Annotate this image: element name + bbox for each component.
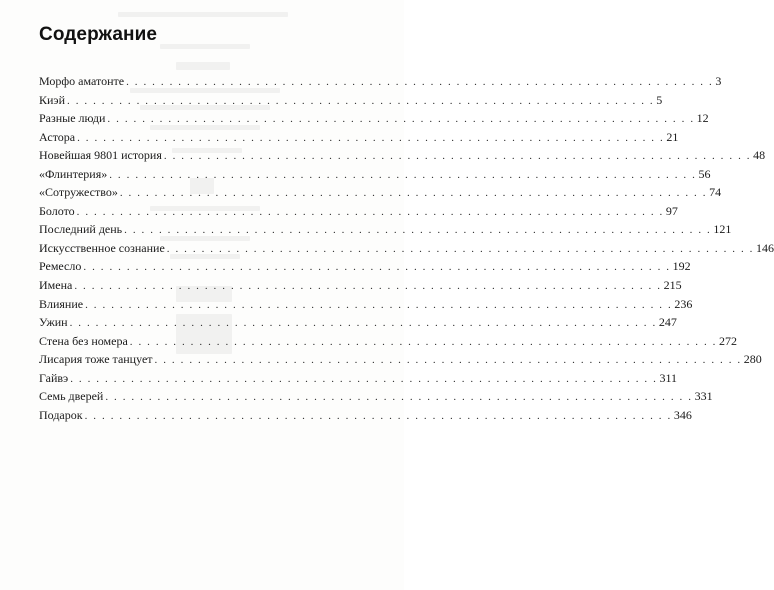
toc-entry-title: Морфо аматонте <box>39 74 125 88</box>
toc-entry <box>39 183 722 202</box>
toc-entry-title: Ужин <box>39 315 68 330</box>
dot-leader: . . . . . . . . . . . . . . . . . . . . . . . . . . . . . . . . . . . . . . . . . . . . . . . . . . . . . . . . . . . . . . . . . . . . <box>129 335 718 348</box>
toc-entry-page-number: 311 <box>659 370 678 385</box>
toc-entry-page-number: 48 <box>753 148 766 163</box>
dot-leader: . . . . . . . . . . . . . . . . . . . . . . . . . . . . . . . . . . . . . . . . . . . . . . . . . . . . . . . . . . . . . . . . . . . . <box>126 76 714 88</box>
toc-entry-title: Ремесло <box>39 259 82 274</box>
table-of-contents <box>39 72 774 424</box>
dot-leader: . . . . . . . . . . . . . . . . . . . . . . . . . . . . . . . . . . . . . . . . . . . . . . . . . . . . . . . . . . . . . . . . . . . . <box>83 261 671 274</box>
toc-entry-title: Болото <box>39 203 75 218</box>
toc-entry-title: Последний день <box>39 222 123 237</box>
dot-leader: . . . . . . . . . . . . . . . . . . . . . . . . . . . . . . . . . . . . . . . . . . . . . . . . . . . . . . . . . . . . . . . . . . . . <box>77 131 665 144</box>
toc-entry <box>39 72 722 91</box>
toc-entry <box>39 128 679 147</box>
toc-entry-title: Разные люди <box>39 111 106 126</box>
toc-entry-page-number: 146 <box>756 240 774 255</box>
toc-entry-page-number: 346 <box>673 407 692 422</box>
toc-entry <box>39 165 711 184</box>
toc-entry-page-number: 192 <box>672 259 691 274</box>
toc-entry-title: Влияние <box>39 296 84 311</box>
toc-entry-title: Подарок <box>39 407 83 422</box>
toc-entry-page-number: 247 <box>658 315 677 330</box>
toc-entry-page-number: 331 <box>694 389 713 404</box>
dot-leader: . . . . . . . . . . . . . . . . . . . . . . . . . . . . . . . . . . . . . . . . . . . . . . . . . . . . . . . . . . . . . . . . . . . . <box>109 168 697 181</box>
dot-leader: . . . . . . . . . . . . . . . . . . . . . . . . . . . . . . . . . . . . . . . . . . . . . . . . . . . . . . . . . . . . . . . . . . . . <box>67 94 655 107</box>
toc-entry-page-number: 272 <box>719 333 738 348</box>
dot-leader: . . . . . . . . . . . . . . . . . . . . . . . . . . . . . . . . . . . . . . . . . . . . . . . . . . . . . . . . . . . . . . . . . . . . <box>76 205 664 218</box>
toc-entry-title: Имена <box>39 278 73 293</box>
toc-entry <box>39 332 738 351</box>
toc-entry-title: Лисария тоже танцует <box>39 352 153 367</box>
toc-entry <box>39 406 692 425</box>
toc-entry-page-number: 56 <box>698 166 711 181</box>
toc-entry-page-number: 21 <box>666 129 679 144</box>
dot-leader: . . . . . . . . . . . . . . . . . . . . . . . . . . . . . . . . . . . . . . . . . . . . . . . . . . . . . . . . . . . . . . . . . . . . <box>124 224 712 237</box>
toc-entry <box>39 146 766 165</box>
toc-entry-title: Семь дверей <box>39 389 104 404</box>
dot-leader: . . . . . . . . . . . . . . . . . . . . . . . . . . . . . . . . . . . . . . . . . . . . . . . . . . . . . . . . . . . . . . . . . . . . <box>84 409 672 422</box>
toc-entry-page-number: 12 <box>696 111 709 126</box>
dot-leader: . . . . . . . . . . . . . . . . . . . . . . . . . . . . . . . . . . . . . . . . . . . . . . . . . . . . . . . . . . . . . . . . . . . . <box>74 280 662 293</box>
toc-entry-title: Искусственное сознание <box>39 240 165 255</box>
dot-leader: . . . . . . . . . . . . . . . . . . . . . . . . . . . . . . . . . . . . . . . . . . . . . . . . . . . . . . . . . . . . . . . . . . . . <box>166 242 755 255</box>
dot-leader: . . . . . . . . . . . . . . . . . . . . . . . . . . . . . . . . . . . . . . . . . . . . . . . . . . . . . . . . . . . . . . . . . . . . <box>69 317 657 330</box>
toc-entry-page-number: 215 <box>663 278 682 293</box>
toc-entry <box>39 91 663 110</box>
toc-entry-title: Астора <box>39 129 76 144</box>
dot-leader: . . . . . . . . . . . . . . . . . . . . . . . . . . . . . . . . . . . . . . . . . . . . . . . . . . . . . . . . . . . . . . . . . . . . <box>107 113 695 126</box>
toc-entry <box>39 257 691 276</box>
toc-entry <box>39 295 693 314</box>
toc-entry <box>39 369 678 388</box>
toc-entry <box>39 276 682 295</box>
dot-leader: . . . . . . . . . . . . . . . . . . . . . . . . . . . . . . . . . . . . . . . . . . . . . . . . . . . . . . . . . . . . . . . . . . . . <box>105 391 693 404</box>
toc-entry-page-number: 74 <box>709 185 722 200</box>
page-title: Содержание <box>39 24 158 45</box>
dot-leader: . . . . . . . . . . . . . . . . . . . . . . . . . . . . . . . . . . . . . . . . . . . . . . . . . . . . . . . . . . . . . . . . . . . . <box>154 354 742 367</box>
toc-entry-title: «Флинтерия» <box>39 166 108 181</box>
toc-entry <box>39 313 677 332</box>
toc-entry-title: «Сотружество» <box>39 185 118 200</box>
toc-entry <box>39 350 762 369</box>
toc-entry-title: Киэй <box>39 92 65 107</box>
toc-entry <box>39 239 774 258</box>
toc-entry-title: Новейшая 9801 история <box>39 148 162 163</box>
toc-entry-page-number: 5 <box>656 92 663 107</box>
toc-entry <box>39 202 678 221</box>
toc-entry-page-number: 97 <box>665 203 678 218</box>
dot-leader: . . . . . . . . . . . . . . . . . . . . . . . . . . . . . . . . . . . . . . . . . . . . . . . . . . . . . . . . . . . . . . . . . . . . <box>85 298 673 311</box>
toc-entry-page-number: 121 <box>713 222 732 237</box>
dot-leader: . . . . . . . . . . . . . . . . . . . . . . . . . . . . . . . . . . . . . . . . . . . . . . . . . . . . . . . . . . . . . . . . . . . . <box>70 372 658 385</box>
toc-entry-page-number: 280 <box>743 352 762 367</box>
toc-entry-page-number: 3 <box>715 74 722 88</box>
toc-entry <box>39 220 732 239</box>
dot-leader: . . . . . . . . . . . . . . . . . . . . . . . . . . . . . . . . . . . . . . . . . . . . . . . . . . . . . . . . . . . . . . . . . . . . <box>163 150 752 163</box>
dot-leader: . . . . . . . . . . . . . . . . . . . . . . . . . . . . . . . . . . . . . . . . . . . . . . . . . . . . . . . . . . . . . . . . . . . . <box>119 187 708 200</box>
toc-entry-title: Гайвэ <box>39 370 69 385</box>
toc-entry-title: Стена без номера <box>39 333 128 348</box>
toc-entry <box>39 109 709 128</box>
toc-entry-page-number: 236 <box>674 296 693 311</box>
toc-entry <box>39 387 713 406</box>
